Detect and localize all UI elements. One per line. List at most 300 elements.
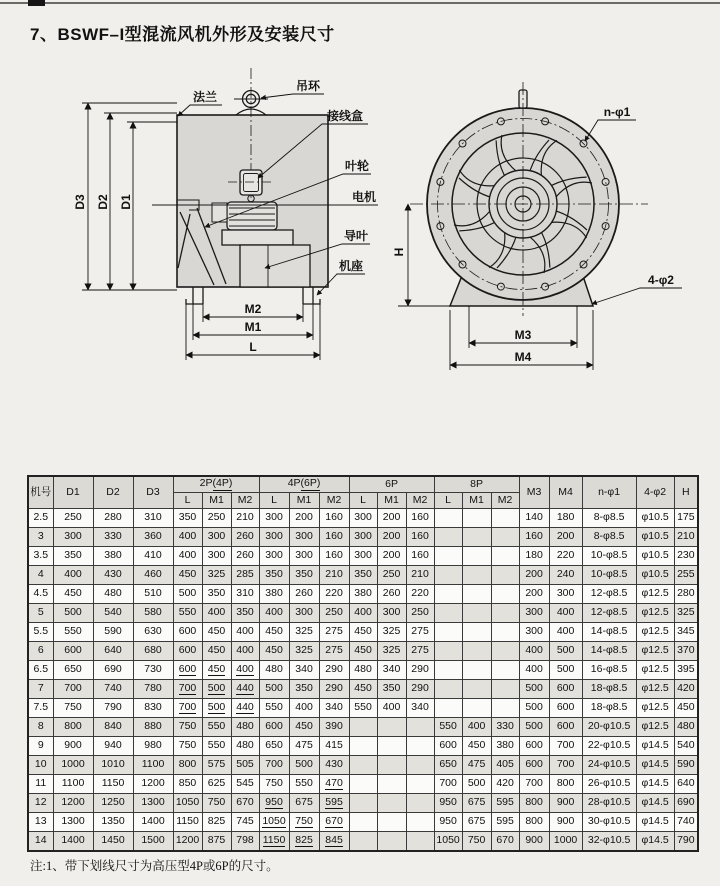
table-cell: 350 — [349, 566, 377, 585]
table-cell: 480 — [231, 737, 259, 756]
table-cell: 640 — [93, 642, 133, 661]
table-cell: 14-φ8.5 — [582, 642, 636, 661]
table-cell — [434, 661, 462, 680]
table-cell: 10-φ8.5 — [582, 566, 636, 585]
table-cell: 380 — [259, 585, 289, 604]
table-cell: 940 — [93, 737, 133, 756]
table-cell: 430 — [319, 756, 349, 775]
table-row — [28, 623, 698, 642]
table-cell: 675 — [289, 794, 319, 813]
table-cell: 18-φ8.5 — [582, 699, 636, 718]
table-cell: 290 — [319, 661, 349, 680]
column-subheader-m2: M2 — [319, 493, 349, 509]
table-cell: 4.5 — [28, 585, 53, 604]
table-row — [28, 509, 698, 528]
dim-h: H — [392, 247, 406, 257]
table-cell: 500 — [519, 718, 549, 737]
table-cell: 1150 — [259, 832, 289, 852]
table-cell: 160 — [406, 509, 434, 528]
table-cell: 250 — [202, 509, 231, 528]
table-cell — [377, 775, 406, 794]
table-row — [28, 585, 698, 604]
table-cell: 625 — [202, 775, 231, 794]
table-cell: 690 — [674, 794, 698, 813]
table-cell: 800 — [519, 813, 549, 832]
table-cell: 160 — [406, 547, 434, 566]
table-cell — [377, 832, 406, 852]
table-cell: 550 — [434, 718, 462, 737]
table-cell: 210 — [406, 566, 434, 585]
table-cell: 12 — [28, 794, 53, 813]
table-cell — [491, 623, 519, 642]
table-cell: 300 — [289, 604, 319, 623]
table-cell — [434, 680, 462, 699]
table-cell: 7.5 — [28, 699, 53, 718]
table-cell: 360 — [133, 528, 173, 547]
table-cell: 440 — [231, 699, 259, 718]
table-cell — [434, 604, 462, 623]
column-group-6p: 6P — [349, 476, 434, 493]
table-cell: 8-φ8.5 — [582, 528, 636, 547]
table-cell: 415 — [319, 737, 349, 756]
column-subheader-l: L — [173, 493, 202, 509]
table-cell — [462, 566, 491, 585]
table-cell: 350 — [202, 585, 231, 604]
table-row — [28, 756, 698, 775]
table-cell: 260 — [377, 585, 406, 604]
table-cell: 1250 — [93, 794, 133, 813]
table-cell — [349, 718, 377, 737]
table-cell — [434, 585, 462, 604]
table-cell: 1200 — [133, 775, 173, 794]
table-cell: 26-φ10.5 — [582, 775, 636, 794]
table-cell: 370 — [674, 642, 698, 661]
table-cell: 140 — [519, 509, 549, 528]
table-cell: 405 — [491, 756, 519, 775]
table-cell: 1500 — [133, 832, 173, 852]
table-cell — [434, 699, 462, 718]
table-cell: 300 — [349, 547, 377, 566]
table-cell: 325 — [289, 623, 319, 642]
table-cell — [406, 813, 434, 832]
table-cell: 680 — [133, 642, 173, 661]
table-cell: 800 — [173, 756, 202, 775]
table-cell: 1010 — [93, 756, 133, 775]
table-cell: 10-φ8.5 — [582, 547, 636, 566]
table-cell: 600 — [519, 756, 549, 775]
table-cell: 200 — [519, 585, 549, 604]
table-cell: 160 — [406, 528, 434, 547]
table-cell: 160 — [319, 547, 349, 566]
table-cell — [491, 604, 519, 623]
table-row — [28, 566, 698, 585]
table-cell: 16-φ8.5 — [582, 661, 636, 680]
table-cell: 450 — [349, 642, 377, 661]
table-cell: 275 — [406, 623, 434, 642]
table-cell: 400 — [462, 718, 491, 737]
table-cell: 950 — [434, 794, 462, 813]
table-cell: 545 — [231, 775, 259, 794]
table-cell: 220 — [319, 585, 349, 604]
table-cell: 1100 — [133, 756, 173, 775]
table-row — [28, 794, 698, 813]
table-cell: 22-φ10.5 — [582, 737, 636, 756]
table-cell: 300 — [519, 604, 549, 623]
table-cell — [406, 737, 434, 756]
table-cell: 500 — [519, 699, 549, 718]
label-4-phi2: 4-φ2 — [648, 273, 674, 287]
column-header-h: H — [674, 476, 698, 509]
table-cell — [377, 794, 406, 813]
column-subheader-m2: M2 — [231, 493, 259, 509]
table-cell: 600 — [434, 737, 462, 756]
table-cell: 480 — [231, 718, 259, 737]
table-cell: 825 — [289, 832, 319, 852]
table-cell: 400 — [231, 623, 259, 642]
table-cell: 390 — [319, 718, 349, 737]
table-cell: 20-φ10.5 — [582, 718, 636, 737]
dim-m1: M1 — [244, 320, 262, 334]
table-cell: 260 — [231, 528, 259, 547]
table-cell: 475 — [289, 737, 319, 756]
table-cell: 325 — [202, 566, 231, 585]
dimension-table — [27, 475, 699, 852]
table-cell — [406, 775, 434, 794]
table-cell: φ12.5 — [636, 699, 674, 718]
table-cell: 300 — [259, 547, 289, 566]
table-cell: 400 — [519, 642, 549, 661]
table-cell: 1000 — [53, 756, 93, 775]
table-cell: 5 — [28, 604, 53, 623]
table-cell: 400 — [53, 566, 93, 585]
table-cell: 790 — [674, 832, 698, 852]
table-cell: φ14.5 — [636, 832, 674, 852]
table-row — [28, 699, 698, 718]
table-cell — [434, 642, 462, 661]
table-cell: 350 — [173, 509, 202, 528]
table-cell: 8-φ8.5 — [582, 509, 636, 528]
table-cell: φ10.5 — [636, 528, 674, 547]
table-cell: 340 — [289, 661, 319, 680]
table-cell — [406, 794, 434, 813]
table-cell: 310 — [133, 509, 173, 528]
table-cell: 28-φ10.5 — [582, 794, 636, 813]
table-cell: 500 — [202, 699, 231, 718]
table-cell — [434, 528, 462, 547]
page-top-tab — [28, 0, 45, 6]
table-cell: 1100 — [53, 775, 93, 794]
column-subheader-l: L — [259, 493, 289, 509]
table-cell: 450 — [173, 566, 202, 585]
table-cell: 400 — [231, 661, 259, 680]
table-cell: 750 — [173, 737, 202, 756]
table-cell: 1450 — [93, 832, 133, 852]
table-cell: 255 — [674, 566, 698, 585]
label-base: 机座 — [338, 259, 364, 273]
table-cell: 850 — [173, 775, 202, 794]
table-cell: 1050 — [434, 832, 462, 852]
table-cell: 580 — [133, 604, 173, 623]
table-cell: 700 — [53, 680, 93, 699]
table-cell — [406, 832, 434, 852]
table-cell: φ14.5 — [636, 794, 674, 813]
table-cell: 350 — [377, 680, 406, 699]
table-cell: 505 — [231, 756, 259, 775]
table-cell: 400 — [349, 604, 377, 623]
table-cell: 300 — [519, 623, 549, 642]
table-row — [28, 604, 698, 623]
label-motor: 电机 — [351, 190, 377, 204]
table-cell: 550 — [202, 737, 231, 756]
table-cell: 350 — [259, 566, 289, 585]
table-cell: 500 — [519, 680, 549, 699]
table-cell: 300 — [289, 528, 319, 547]
table-cell: 600 — [259, 718, 289, 737]
column-subheader-m1: M1 — [202, 493, 231, 509]
table-cell: φ14.5 — [636, 775, 674, 794]
table-cell: 1150 — [173, 813, 202, 832]
table-cell: 400 — [519, 661, 549, 680]
table-cell: 670 — [319, 813, 349, 832]
column-subheader-l: L — [349, 493, 377, 509]
table-cell: 330 — [491, 718, 519, 737]
table-cell: 400 — [289, 699, 319, 718]
table-cell: 340 — [319, 699, 349, 718]
table-cell: 200 — [549, 528, 582, 547]
table-cell: 450 — [349, 623, 377, 642]
table-cell — [491, 680, 519, 699]
table-cell: 450 — [462, 737, 491, 756]
label-lifting-ring: 吊环 — [295, 79, 321, 93]
dim-l: L — [249, 340, 257, 354]
table-cell: 900 — [519, 832, 549, 852]
table-cell: 450 — [202, 642, 231, 661]
table-cell: 395 — [674, 661, 698, 680]
table-cell — [491, 642, 519, 661]
table-cell: φ12.5 — [636, 623, 674, 642]
table-cell — [462, 661, 491, 680]
table-cell: 1200 — [173, 832, 202, 852]
column-header-m4: M4 — [549, 476, 582, 509]
column-subheader-m1: M1 — [289, 493, 319, 509]
table-cell: 18-φ8.5 — [582, 680, 636, 699]
table-cell — [377, 756, 406, 775]
table-cell: φ12.5 — [636, 585, 674, 604]
table-cell: 350 — [289, 566, 319, 585]
table-cell: 14 — [28, 832, 53, 852]
table-cell: 500 — [173, 585, 202, 604]
table-cell: 700 — [434, 775, 462, 794]
table-cell: 400 — [549, 604, 582, 623]
table-cell: 300 — [377, 604, 406, 623]
column-subheader-l: L — [434, 493, 462, 509]
table-cell: 400 — [173, 547, 202, 566]
table-cell: 450 — [289, 718, 319, 737]
dim-d2: D2 — [96, 194, 110, 210]
table-row — [28, 737, 698, 756]
table-row — [28, 813, 698, 832]
column-header-n-phi1: n-φ1 — [582, 476, 636, 509]
table-cell — [491, 566, 519, 585]
column-group-4p: 4P(6P) — [259, 476, 349, 493]
table-cell: 400 — [549, 623, 582, 642]
label-n-phi1: n-φ1 — [603, 105, 631, 119]
column-subheader-m1: M1 — [462, 493, 491, 509]
label-flange: 法兰 — [192, 90, 218, 104]
table-cell: φ12.5 — [636, 680, 674, 699]
table-cell: 300 — [259, 509, 289, 528]
table-cell: 480 — [349, 661, 377, 680]
table-cell: 6 — [28, 642, 53, 661]
table-cell: 275 — [319, 623, 349, 642]
table-row — [28, 547, 698, 566]
table-cell: 550 — [53, 623, 93, 642]
table-cell: 440 — [231, 680, 259, 699]
table-cell: 475 — [462, 756, 491, 775]
table-cell — [434, 623, 462, 642]
table-cell: 650 — [259, 737, 289, 756]
table-cell: 220 — [406, 585, 434, 604]
table-cell — [349, 775, 377, 794]
column-header-d3: D3 — [133, 476, 173, 509]
table-cell: 900 — [53, 737, 93, 756]
table-cell: 350 — [231, 604, 259, 623]
table-cell: 700 — [549, 737, 582, 756]
table-cell: 650 — [434, 756, 462, 775]
label-impeller: 叶轮 — [344, 159, 370, 173]
table-cell: 230 — [674, 547, 698, 566]
table-cell: 450 — [674, 699, 698, 718]
table-cell: 3.5 — [28, 547, 53, 566]
table-cell: 540 — [674, 737, 698, 756]
table-cell: 325 — [377, 642, 406, 661]
table-cell: 1400 — [133, 813, 173, 832]
column-header-d1: D1 — [53, 476, 93, 509]
table-cell: 745 — [231, 813, 259, 832]
table-cell: 420 — [491, 775, 519, 794]
table-cell: 14-φ8.5 — [582, 623, 636, 642]
table-cell: 290 — [406, 680, 434, 699]
table-cell: 4 — [28, 566, 53, 585]
table-cell: 1050 — [173, 794, 202, 813]
table-cell: 12-φ8.5 — [582, 585, 636, 604]
table-cell: 540 — [93, 604, 133, 623]
table-cell: 220 — [549, 547, 582, 566]
table-cell: 10 — [28, 756, 53, 775]
table-cell — [377, 718, 406, 737]
table-cell: 600 — [549, 680, 582, 699]
table-cell — [462, 699, 491, 718]
table-cell: 450 — [53, 585, 93, 604]
table-cell: 875 — [202, 832, 231, 852]
table-cell — [434, 547, 462, 566]
page-top-rule — [0, 2, 720, 4]
table-cell: 600 — [173, 661, 202, 680]
table-cell: 480 — [93, 585, 133, 604]
table-cell — [349, 756, 377, 775]
table-cell: 450 — [259, 623, 289, 642]
table-cell: 160 — [319, 528, 349, 547]
table-cell: 5.5 — [28, 623, 53, 642]
table-cell: 575 — [202, 756, 231, 775]
table-cell: 675 — [462, 813, 491, 832]
table-cell: 750 — [259, 775, 289, 794]
table-cell: 450 — [202, 661, 231, 680]
table-cell: φ12.5 — [636, 604, 674, 623]
table-cell — [377, 813, 406, 832]
table-cell: 450 — [349, 680, 377, 699]
table-cell: 250 — [53, 509, 93, 528]
table-cell: 740 — [93, 680, 133, 699]
dim-m2: M2 — [244, 302, 262, 316]
table-cell: 550 — [259, 699, 289, 718]
table-cell: 1400 — [53, 832, 93, 852]
table-cell: 290 — [319, 680, 349, 699]
table-cell: 280 — [674, 585, 698, 604]
table-cell: 880 — [133, 718, 173, 737]
table-cell: 200 — [377, 547, 406, 566]
table-row — [28, 832, 698, 852]
table-cell: 595 — [319, 794, 349, 813]
table-cell — [462, 547, 491, 566]
table-cell: 670 — [231, 794, 259, 813]
table-cell: 750 — [53, 699, 93, 718]
table-cell: φ12.5 — [636, 661, 674, 680]
table-cell: 1300 — [133, 794, 173, 813]
table-cell — [406, 718, 434, 737]
table-cell: φ10.5 — [636, 547, 674, 566]
table-cell: 750 — [202, 794, 231, 813]
table-cell: 1200 — [53, 794, 93, 813]
table-cell: φ12.5 — [636, 718, 674, 737]
table-cell: 500 — [202, 680, 231, 699]
technical-drawing — [0, 52, 720, 472]
table-cell: 980 — [133, 737, 173, 756]
table-cell: 510 — [133, 585, 173, 604]
table-cell: 340 — [377, 661, 406, 680]
column-header-d2: D2 — [93, 476, 133, 509]
table-cell: 480 — [674, 718, 698, 737]
dim-d1: D1 — [119, 194, 133, 210]
table-cell: φ10.5 — [636, 509, 674, 528]
table-cell: 340 — [406, 699, 434, 718]
table-cell: 285 — [231, 566, 259, 585]
table-cell: 400 — [202, 604, 231, 623]
table-cell — [462, 680, 491, 699]
table-cell: 900 — [549, 813, 582, 832]
table-cell: 500 — [259, 680, 289, 699]
table-cell: 630 — [133, 623, 173, 642]
table-cell: 750 — [289, 813, 319, 832]
table-cell: 13 — [28, 813, 53, 832]
table-cell — [491, 661, 519, 680]
table-cell: 200 — [377, 509, 406, 528]
table-row — [28, 528, 698, 547]
page-title: 7、BSWF–I型混流风机外形及安装尺寸 — [30, 25, 335, 45]
table-cell: 700 — [173, 699, 202, 718]
column-subheader-m2: M2 — [491, 493, 519, 509]
table-cell: 300 — [202, 528, 231, 547]
table-cell: 250 — [406, 604, 434, 623]
table-cell: 590 — [93, 623, 133, 642]
table-cell: 9 — [28, 737, 53, 756]
table-cell: 325 — [289, 642, 319, 661]
table-cell: 180 — [519, 547, 549, 566]
table-cell: 1000 — [549, 832, 582, 852]
table-cell: 400 — [377, 699, 406, 718]
table-cell: 500 — [289, 756, 319, 775]
table-cell — [349, 794, 377, 813]
